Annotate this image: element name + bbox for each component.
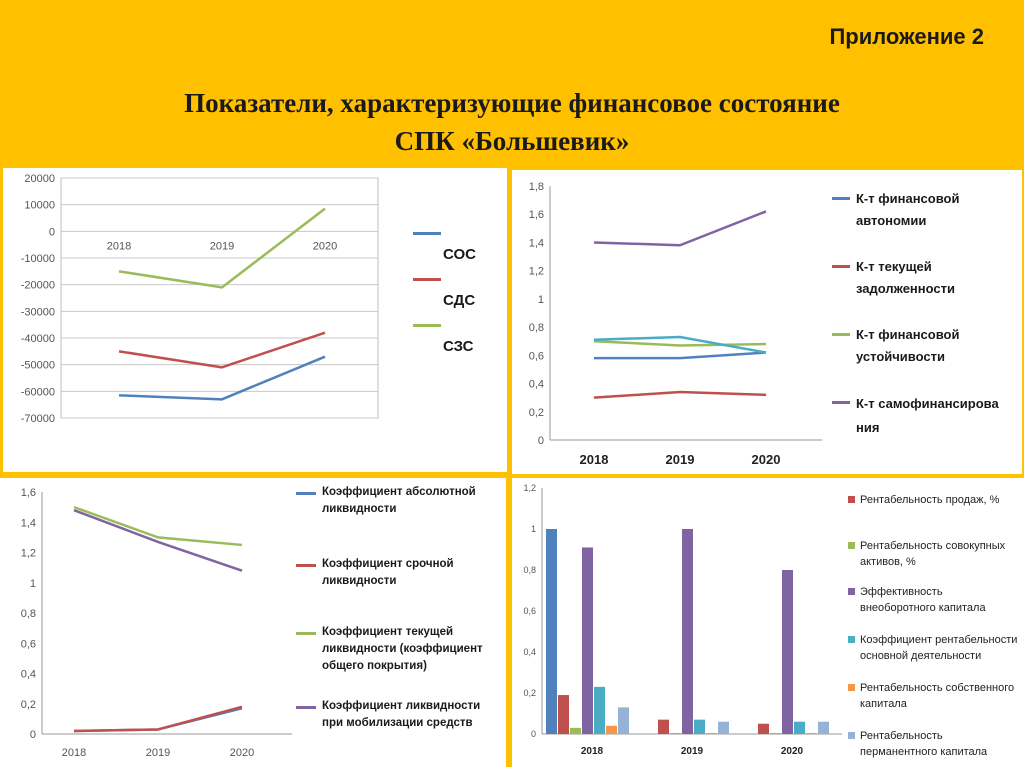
y-tick-label: 0,6 xyxy=(523,606,536,616)
y-tick-label: 20000 xyxy=(24,173,55,185)
x-tick-label: 2020 xyxy=(312,240,338,253)
x-tick-label: 2019 xyxy=(680,746,704,757)
bar-3-0 xyxy=(594,687,605,734)
y-tick-label: -60000 xyxy=(20,386,55,399)
plot-frame xyxy=(61,178,378,418)
y-tick-label: 0 xyxy=(530,729,536,739)
legend-sources xyxy=(413,228,503,368)
legend-label-szs: СЗС xyxy=(443,338,474,355)
bar-0-0 xyxy=(558,695,569,734)
y-tick-label: 0 xyxy=(29,729,36,741)
y-tick-label: -20000 xyxy=(20,279,55,292)
bar-3-1 xyxy=(694,720,705,734)
y-tick-label: 0,4 xyxy=(523,647,536,657)
bar-2-0 xyxy=(582,547,593,734)
y-tick-label: 0,6 xyxy=(528,350,544,363)
bar-6-0 xyxy=(546,529,557,734)
chart-panel-profitability xyxy=(512,478,1024,767)
x-tick-label: 2018 xyxy=(580,746,604,757)
bar-3-2 xyxy=(794,722,805,734)
y-tick-label: 1,8 xyxy=(528,181,544,193)
y-tick-label: -10000 xyxy=(20,253,55,265)
series-line-0 xyxy=(594,353,766,359)
page-title-line2: СПК «Большевик» xyxy=(394,126,630,156)
legend-label-quick: Коэффициент срочной ликвидности xyxy=(322,558,454,587)
x-tick-label: 2020 xyxy=(751,452,781,467)
legend-label-absolute: Коэффициент абсолютной ликвидности xyxy=(322,486,476,515)
legend-label-core: Коэффициент рентабельности основной деятельности xyxy=(860,634,1018,662)
bar-1-1 xyxy=(670,733,681,734)
page-title-line1: Показатели, характеризующие финансовое состояние xyxy=(184,88,840,118)
y-tick-label: 0,4 xyxy=(528,378,544,391)
bar-4-2 xyxy=(806,733,817,734)
legend-label-sales: Рентабельность продаж, % xyxy=(860,494,1000,506)
x-tick-label: 2019 xyxy=(665,452,695,467)
y-tick-label: 0,8 xyxy=(523,565,536,575)
y-tick-label: 1 xyxy=(537,293,544,306)
legend-swatch-noncurrent xyxy=(848,588,855,595)
chart-panel-liquidity xyxy=(0,478,506,767)
y-tick-label: 0,4 xyxy=(20,668,36,681)
x-tick-label: 2020 xyxy=(229,747,255,759)
x-tick-label: 2019 xyxy=(145,747,171,759)
x-tick-label: 2018 xyxy=(106,240,132,253)
y-tick-label: -30000 xyxy=(20,306,55,319)
y-tick-label: 10000 xyxy=(24,199,55,212)
legend-swatch-debt xyxy=(832,265,850,268)
legend-label-equity: Рентабельность собственного капитала xyxy=(860,682,1015,710)
legend-swatch-selffin xyxy=(832,401,850,404)
y-tick-label: 1,2 xyxy=(20,547,36,560)
legend-label-assets: Рентабельность совокупных активов, % xyxy=(860,540,1006,568)
series-line-3 xyxy=(594,211,766,245)
y-tick-label: 0,6 xyxy=(20,638,36,651)
series-line-2 xyxy=(74,507,242,545)
y-tick-label: 1,2 xyxy=(528,265,544,278)
bar-0-2 xyxy=(758,724,769,734)
legend-profitability xyxy=(848,492,1022,764)
bar-2-1 xyxy=(682,529,693,734)
legend-label-autonomy: К-т финансовой автономии xyxy=(856,191,960,228)
legend-stability xyxy=(832,188,1020,468)
y-tick-label: 1,6 xyxy=(20,487,36,499)
legend-swatch-sales xyxy=(848,496,855,503)
x-tick-label: 2020 xyxy=(780,746,804,757)
y-tick-label: 1,6 xyxy=(528,209,544,222)
legend-label-selffin: К-т самофинансирования xyxy=(856,396,999,435)
x-tick-label: 2018 xyxy=(579,452,609,467)
legend-swatch-permanent xyxy=(848,732,855,739)
y-tick-label: -70000 xyxy=(20,413,55,425)
legend-label-sos: СОС xyxy=(443,246,476,263)
y-tick-label: 1,4 xyxy=(528,237,544,250)
series-line-3 xyxy=(74,510,242,571)
y-tick-label: 1,2 xyxy=(523,483,536,493)
bar-4-0 xyxy=(606,726,617,734)
legend-label-permanent: Рентабельность перманентного капитала xyxy=(860,730,988,758)
bar-5-1 xyxy=(718,722,729,734)
legend-swatch-absolute xyxy=(296,492,316,495)
y-tick-label: 0 xyxy=(48,226,55,239)
y-tick-label: 1 xyxy=(530,524,536,534)
bar-5-2 xyxy=(818,722,829,734)
legend-swatch-autonomy xyxy=(832,197,850,200)
legend-label-noncurrent: Эффективность внеоборотного капитала xyxy=(860,586,986,614)
series-line-2 xyxy=(594,341,766,345)
bar-1-0 xyxy=(570,728,581,734)
bar-5-0 xyxy=(618,707,629,734)
legend-label-stability: К-т финансовой устойчивости xyxy=(856,327,960,364)
y-tick-label: 0,8 xyxy=(528,322,544,335)
appendix-label: Приложение 2 xyxy=(829,24,984,49)
series-line-1 xyxy=(594,392,766,398)
y-tick-label: 0,2 xyxy=(20,698,36,711)
legend-label-mobilization: Коэффициент ликвидности при мобилизации средств xyxy=(322,700,481,729)
legend-liquidity xyxy=(296,484,504,764)
chart-panel-stability xyxy=(512,170,1022,474)
y-tick-label: 0,2 xyxy=(528,406,544,419)
legend-swatch-equity xyxy=(848,684,855,691)
x-tick-label: 2018 xyxy=(61,747,87,759)
series-line-1 xyxy=(74,707,242,731)
y-tick-label: 0 xyxy=(537,435,544,447)
bar-4-1 xyxy=(706,733,717,734)
legend-swatch-mobilization xyxy=(296,706,316,709)
legend-swatch-szs xyxy=(413,324,441,327)
series-line-0 xyxy=(119,357,325,400)
legend-label-debt: К-т текущей задолженности xyxy=(856,259,955,296)
legend-swatch-sds xyxy=(413,278,441,281)
legend-swatch-assets xyxy=(848,542,855,549)
y-tick-label: 1 xyxy=(29,577,36,590)
y-tick-label: 0,2 xyxy=(523,688,536,698)
y-tick-label: 1,4 xyxy=(20,517,36,530)
legend-swatch-current xyxy=(296,632,316,635)
legend-label-sds: СДС xyxy=(443,292,476,309)
legend-swatch-core xyxy=(848,636,855,643)
y-tick-label: -50000 xyxy=(20,359,55,372)
legend-swatch-quick xyxy=(296,564,316,567)
series-line-0 xyxy=(74,708,242,731)
y-tick-label: 0,8 xyxy=(20,608,36,620)
bar-1-2 xyxy=(770,733,781,734)
page-title xyxy=(0,84,1024,160)
chart-panel-sources xyxy=(3,168,507,472)
bar-2-2 xyxy=(782,570,793,734)
legend-swatch-stability xyxy=(832,333,850,336)
bar-0-1 xyxy=(658,720,669,734)
x-tick-label: 2019 xyxy=(209,240,235,253)
legend-label-current: Коэффициент текущей ликвидности (коэффициент общего покрытия) xyxy=(322,626,483,672)
legend-swatch-sos xyxy=(413,232,441,235)
y-tick-label: -40000 xyxy=(20,333,55,345)
